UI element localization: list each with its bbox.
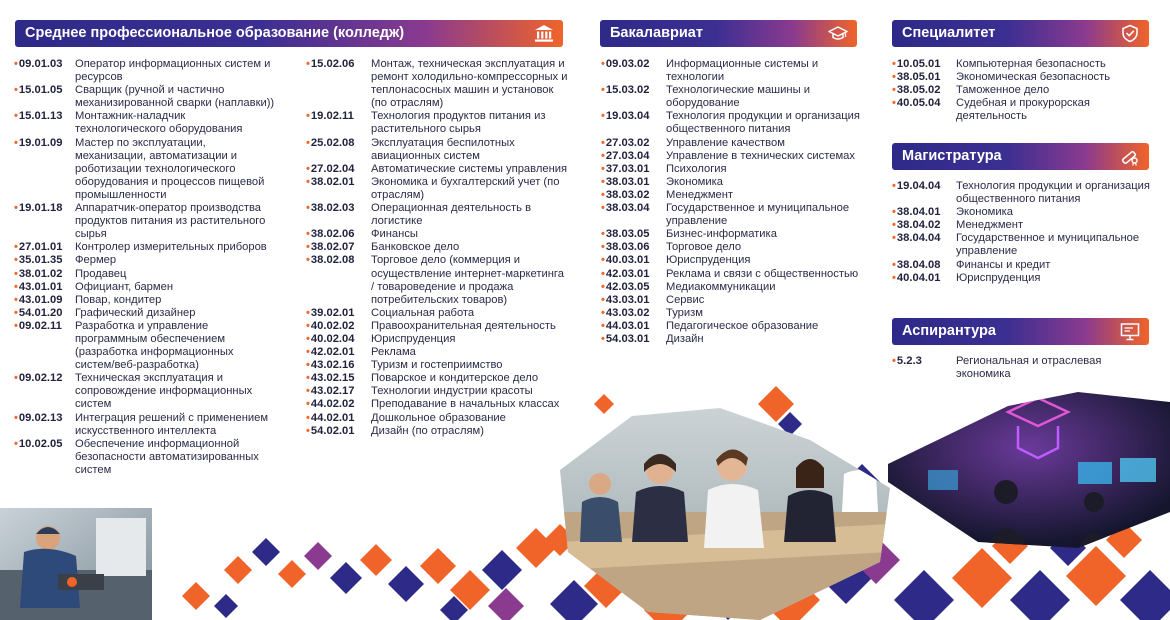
list-item (306, 163, 568, 176)
program-code: •09.02.13 (14, 411, 63, 424)
list-item (14, 84, 276, 110)
program-code: •19.03.04 (601, 110, 650, 123)
master-list (892, 180, 1154, 285)
program-name: Технология продуктов питания из растительного сырья (371, 110, 546, 136)
bullet: • (14, 267, 18, 280)
bullet: • (306, 228, 310, 241)
list-item (306, 333, 568, 346)
program-code: •09.02.12 (14, 372, 63, 385)
bullet: • (892, 219, 896, 232)
bullet: • (601, 267, 605, 280)
list-item (892, 84, 1154, 97)
program-name: Обеспечение информационной безопасности автоматизированных систем (75, 437, 259, 476)
bachelor-title: Бакалавриат (610, 25, 703, 41)
program-name: Сервис (666, 293, 705, 306)
list-item (14, 58, 276, 84)
program-name: Аппаратчик-оператор производства продуктов питания из растительного сырья (75, 202, 266, 241)
list-item (306, 425, 568, 438)
bullet: • (601, 254, 605, 267)
program-name: Официант, бармен (75, 280, 173, 293)
bullet: • (306, 372, 310, 385)
list-item (601, 202, 863, 228)
program-name: Правоохранительная деятельность (371, 319, 556, 332)
program-code: •38.05.02 (892, 84, 941, 97)
list-item (601, 137, 863, 150)
program-code: •15.03.02 (601, 84, 650, 97)
list-item (601, 294, 863, 307)
program-name: Эксплуатация беспилотных авиационных систем (371, 136, 515, 162)
program-name: Юриспруденция (956, 271, 1041, 284)
bullet: • (892, 97, 896, 110)
college-title: Среднее профессиональное образование (колледж) (25, 25, 405, 41)
program-name: Юриспруденция (371, 332, 456, 345)
program-name: Туризм (666, 306, 703, 319)
diamond-tile (440, 596, 468, 620)
list-item (306, 320, 568, 333)
bullet: • (306, 385, 310, 398)
list-item (892, 232, 1154, 258)
program-code: •27.02.04 (306, 162, 355, 175)
bullet: • (14, 84, 18, 97)
program-name: Менеджмент (666, 188, 734, 201)
bullet: • (601, 332, 605, 345)
program-name: Торговое дело (коммерция и осуществление интернет-маркетинга / товароведение и продажа потребительских товаров) (371, 254, 564, 306)
bullet: • (14, 437, 18, 450)
bullet: • (14, 306, 18, 319)
program-name: Судебная и прокурорская деятельность (956, 97, 1090, 123)
list-item (601, 307, 863, 320)
list-item (306, 359, 568, 372)
program-name: Дошкольное образование (371, 411, 506, 424)
list-item (601, 241, 863, 254)
list-item (14, 320, 276, 372)
program-code: •35.01.35 (14, 254, 63, 267)
bullet: • (306, 411, 310, 424)
program-name: Экономика и бухгалтерский учет (по отраслям) (371, 175, 560, 201)
list-item (306, 254, 568, 306)
program-name: Информационные системы и технологии (666, 58, 819, 84)
bullet: • (601, 228, 605, 241)
diamond-tile (304, 542, 332, 570)
program-code: •39.02.01 (306, 306, 355, 319)
bullet: • (601, 162, 605, 175)
list-item (601, 176, 863, 189)
program-name: Технология продукции и организация общественного питания (956, 180, 1150, 206)
program-code: •15.02.06 (306, 58, 355, 70)
diamond-tile (330, 562, 362, 594)
diamond-tile (952, 548, 1012, 608)
bullet: • (892, 84, 896, 97)
program-name: Оператор информационных систем и ресурсов (75, 58, 271, 84)
program-code: •43.02.15 (306, 372, 355, 385)
postgraduate-list (892, 355, 1154, 381)
list-item (306, 58, 568, 110)
program-code: •38.02.08 (306, 254, 355, 267)
program-name: Менеджмент (956, 219, 1024, 232)
program-code: •09.02.11 (14, 319, 62, 332)
program-name: Дизайн (по отраслям) (371, 424, 484, 437)
bullet: • (306, 202, 310, 215)
bachelor-banner (600, 20, 857, 47)
list-item (14, 241, 276, 254)
diamond-tile (360, 544, 392, 576)
bullet: • (601, 136, 605, 149)
list-item (306, 372, 568, 385)
program-code: •54.02.01 (306, 424, 355, 437)
program-code: •10.02.05 (14, 437, 63, 450)
list-item (14, 294, 276, 307)
program-code: •43.03.02 (601, 306, 650, 319)
diamond-tile (1010, 570, 1070, 620)
specialist-title: Специалитет (902, 25, 996, 41)
presentation-icon (1120, 322, 1140, 341)
program-name: Графический дизайнер (75, 306, 196, 319)
diamond-tile (894, 570, 954, 620)
program-code: •38.04.01 (892, 206, 941, 219)
program-name: Мастер по эксплуатации, механизации, автоматизации и роботизации технологического оборудования и процессов пищевой промышленности (75, 136, 265, 201)
students-photo (560, 392, 890, 620)
program-name: Контролер измерительных приборов (75, 241, 267, 254)
program-code: •43.01.09 (14, 293, 63, 306)
diamond-tile (388, 566, 424, 602)
bullet: • (306, 398, 310, 411)
list-item (601, 58, 863, 84)
list-item (306, 307, 568, 320)
program-code: •38.03.06 (601, 241, 650, 254)
program-name: Государственное и муниципальное управление (666, 202, 850, 228)
program-code: •19.01.09 (14, 136, 63, 149)
list-item (306, 228, 568, 241)
program-code: •43.01.01 (14, 280, 63, 293)
program-name: Интеграция решений с применением искусственного интеллекта (75, 411, 269, 437)
program-code: •38.05.01 (892, 71, 941, 84)
diamond-tile (450, 570, 490, 610)
bullet: • (892, 271, 896, 284)
bullet: • (892, 258, 896, 271)
postgraduate-banner (892, 318, 1149, 345)
program-name: Фермер (75, 254, 117, 267)
program-code: •54.03.01 (601, 332, 650, 345)
program-name: Туризм и гостеприимство (371, 359, 503, 372)
list-item (14, 412, 276, 438)
program-name: Финансы и кредит (956, 258, 1051, 271)
program-code: •09.01.03 (14, 58, 63, 70)
list-item (14, 202, 276, 241)
program-code: •15.01.05 (14, 84, 63, 97)
list-item (14, 254, 276, 267)
list-item (601, 333, 863, 346)
program-code: •38.03.01 (601, 175, 650, 188)
program-name: Торговое дело (666, 241, 742, 254)
diamond-tile (1120, 570, 1170, 620)
bullet: • (601, 58, 605, 70)
bullet: • (14, 136, 18, 149)
bullet: • (14, 319, 18, 332)
program-code: •15.01.13 (14, 110, 63, 123)
program-code: •25.02.08 (306, 136, 355, 149)
program-code: •40.03.01 (601, 254, 650, 267)
bullet: • (14, 241, 18, 254)
bullet: • (601, 280, 605, 293)
program-code: •43.03.01 (601, 293, 650, 306)
program-name: Таможенное дело (956, 84, 1050, 97)
program-name: Бизнес-информатика (666, 228, 777, 241)
program-code: •42.03.05 (601, 280, 650, 293)
bullet: • (601, 241, 605, 254)
program-code: •42.03.01 (601, 267, 650, 280)
list-item (14, 372, 276, 411)
bullet: • (601, 306, 605, 319)
master-title: Магистратура (902, 148, 1002, 164)
program-name: Монтаж, техническая эксплуатация и ремонт холодильно-компрессорных и теплонасосных машин и установок (по отраслям) (371, 58, 568, 110)
bullet: • (892, 71, 896, 84)
list-item (306, 346, 568, 359)
program-code: •27.03.04 (601, 149, 650, 162)
bullet: • (306, 254, 310, 267)
program-code: •44.02.02 (306, 398, 355, 411)
list-item (601, 228, 863, 241)
list-item (601, 281, 863, 294)
program-name: Медиакоммуникации (666, 280, 776, 293)
list-item (14, 110, 276, 136)
program-name: Педагогическое образование (666, 319, 819, 332)
program-name: Финансы (371, 228, 418, 241)
college-banner (15, 20, 563, 47)
computer-lab-photo (888, 392, 1170, 552)
diamond-tile (182, 582, 210, 610)
bullet: • (306, 359, 310, 372)
diamond-tile (224, 556, 252, 584)
bullet: • (14, 372, 18, 385)
list-item (306, 412, 568, 425)
bullet: • (306, 424, 310, 437)
list-item (306, 398, 568, 411)
bullet: • (601, 293, 605, 306)
postgraduate-title: Аспирантура (902, 323, 996, 339)
program-code: •38.03.05 (601, 228, 650, 241)
program-name: Монтажник-наладчик технологического оборудования (75, 110, 243, 136)
list-item (601, 110, 863, 136)
specialist-list (892, 58, 1154, 123)
list-item (892, 180, 1154, 206)
program-code: •40.02.04 (306, 332, 355, 345)
program-code: •38.01.02 (14, 267, 63, 280)
program-code: •19.04.04 (892, 180, 941, 192)
list-item (601, 254, 863, 267)
program-name: Техническая эксплуатация и сопровождение информационных систем (75, 372, 253, 411)
bullet: • (306, 58, 310, 70)
program-name: Управление в технических системах (666, 149, 856, 162)
bullet: • (306, 241, 310, 254)
college-list-right (306, 58, 568, 438)
bullet: • (601, 188, 605, 201)
list-item (892, 71, 1154, 84)
bullet: • (601, 149, 605, 162)
program-code: •42.02.01 (306, 346, 355, 359)
program-code: •40.05.04 (892, 97, 941, 110)
diamond-tile (482, 550, 522, 590)
list-item (892, 272, 1154, 285)
program-name: Технологии индустрии красоты (371, 385, 533, 398)
program-code: •38.02.07 (306, 241, 355, 254)
program-name: Управление качеством (666, 136, 785, 149)
program-name: Технология продукции и организация общественного питания (666, 110, 860, 136)
list-item (306, 202, 568, 228)
diamond-tile (516, 528, 556, 568)
bullet: • (601, 110, 605, 123)
bullet: • (14, 202, 18, 215)
list-item (306, 241, 568, 254)
bullet: • (14, 58, 18, 70)
program-name: Психология (666, 162, 727, 175)
bullet: • (601, 84, 605, 97)
bullet: • (306, 175, 310, 188)
bullet: • (306, 346, 310, 359)
program-name: Сварщик (ручной и частично механизированной сварки (наплавки)) (75, 84, 275, 110)
list-item (892, 97, 1154, 123)
program-name: Реклама и связи с общественностью (666, 267, 859, 280)
diamond-tile (278, 560, 306, 588)
list-item (306, 176, 568, 202)
list-item (306, 385, 568, 398)
diamond-tile (1066, 546, 1126, 606)
list-item (14, 307, 276, 320)
program-name: Региональная и отраслевая экономика (956, 355, 1102, 381)
bullet: • (306, 319, 310, 332)
college-list-left (14, 58, 276, 477)
list-item (892, 259, 1154, 272)
bullet: • (892, 206, 896, 219)
bachelor-list (601, 58, 863, 346)
program-name: Государственное и муниципальное управление (956, 232, 1140, 258)
program-code: •38.03.02 (601, 188, 650, 201)
program-name: Поварское и кондитерское дело (371, 372, 539, 385)
bullet: • (892, 232, 896, 245)
bullet: • (306, 110, 310, 123)
program-name: Социальная работа (371, 306, 475, 319)
bullet: • (306, 306, 310, 319)
program-name: Компьютерная безопасность (956, 58, 1106, 70)
diamond-tile (214, 594, 238, 618)
list-item (601, 320, 863, 333)
list-item (892, 219, 1154, 232)
worker-photo (0, 508, 152, 620)
bullet: • (306, 162, 310, 175)
bullet: • (892, 180, 896, 192)
program-name: Юриспруденция (666, 254, 751, 267)
bullet: • (306, 332, 310, 345)
list-item (892, 206, 1154, 219)
list-item (14, 281, 276, 294)
program-name: Преподавание в начальных классах (371, 398, 560, 411)
program-code: •38.04.04 (892, 232, 941, 245)
program-code: •40.02.02 (306, 319, 355, 332)
program-code: •19.01.18 (14, 202, 63, 215)
program-name: Банковское дело (371, 241, 460, 254)
list-item (601, 189, 863, 202)
list-item (601, 84, 863, 110)
shield-icon (1120, 24, 1140, 43)
program-name: Реклама (371, 346, 416, 359)
program-name: Продавец (75, 267, 127, 280)
diploma-icon (1120, 147, 1140, 166)
bullet: • (14, 280, 18, 293)
program-code: •37.03.01 (601, 162, 650, 175)
list-item (14, 438, 276, 477)
program-code: •38.04.08 (892, 258, 941, 271)
program-code: •27.03.02 (601, 136, 650, 149)
diamond-tile (420, 548, 456, 584)
program-name: Экономика (956, 206, 1013, 219)
bullet: • (14, 411, 18, 424)
program-name: Технологические машины и оборудование (666, 84, 810, 110)
bullet: • (601, 202, 605, 215)
list-item (306, 137, 568, 163)
program-name: Повар, кондитер (75, 293, 162, 306)
program-name: Разработка и управление программным обеспечением (разработка информационных систем/веб-разработка) (75, 319, 234, 372)
program-code: •44.02.01 (306, 411, 355, 424)
list-item (14, 137, 276, 202)
bullet: • (14, 293, 18, 306)
list-item (14, 268, 276, 281)
master-banner (892, 143, 1149, 170)
program-code: •38.04.02 (892, 219, 941, 232)
program-name: Экономическая безопасность (956, 71, 1111, 84)
program-name: Операционная деятельность в логистике (371, 202, 532, 228)
program-code: •27.01.01 (14, 241, 63, 254)
list-item (892, 58, 1154, 71)
program-code: •38.02.03 (306, 202, 355, 215)
bullet: • (892, 58, 896, 70)
list-item (306, 110, 568, 136)
graduation-cap-icon (828, 24, 848, 43)
program-code: •43.02.16 (306, 359, 355, 372)
bullet: • (601, 319, 605, 332)
program-code: •54.01.20 (14, 306, 63, 319)
program-code: •40.04.01 (892, 271, 941, 284)
program-code: •38.02.06 (306, 228, 355, 241)
institution-icon (534, 24, 554, 43)
program-code: •5.2.3 (892, 355, 922, 367)
diamond-tile (488, 588, 524, 620)
diamond-tile (252, 538, 280, 566)
bullet: • (892, 355, 896, 367)
program-code: •19.02.11 (306, 110, 354, 123)
bullet: • (601, 175, 605, 188)
program-code: •09.03.02 (601, 58, 650, 70)
program-name: Экономика (666, 175, 723, 188)
bullet: • (306, 136, 310, 149)
program-code: •43.02.17 (306, 385, 355, 398)
bullet: • (14, 254, 18, 267)
program-code: •38.03.04 (601, 202, 650, 215)
list-item (601, 150, 863, 163)
bullet: • (14, 110, 18, 123)
program-name: Дизайн (666, 332, 704, 345)
program-code: •38.02.01 (306, 175, 355, 188)
program-name: Автоматические системы управления (371, 162, 568, 175)
list-item (601, 163, 863, 176)
program-code: •10.05.01 (892, 58, 941, 70)
specialist-banner (892, 20, 1149, 47)
list-item (892, 355, 1154, 381)
list-item (601, 268, 863, 281)
program-code: •44.03.01 (601, 319, 650, 332)
